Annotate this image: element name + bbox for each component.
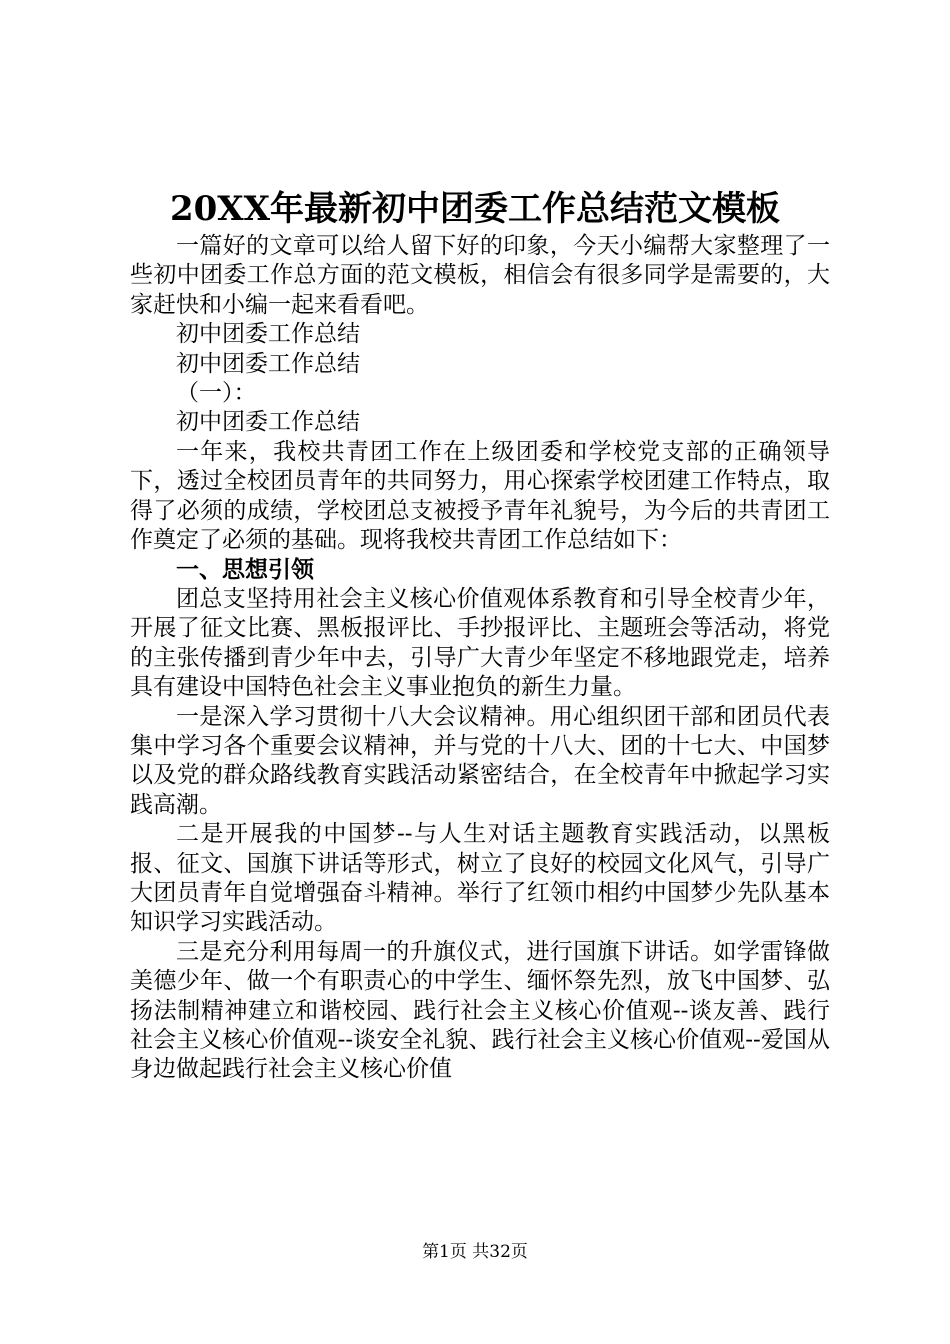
section-heading: 一、思想引领 [176,556,314,584]
body-paragraph: 一年来，我校共青团工作在上级团委和学校党支部的正确领导下，透过全校团员青年的共同努力，用心探索学校团建工作特点，取得了必须的成绩，学校团总支被授予青年礼貌号，为今后的共青团工作奠定了必须的基础。现将我校共青团工作总结如下： [130,438,830,554]
intro-paragraph: 一篇好的文章可以给人留下好的印象，今天小编帮大家整理了一些初中团委工作总方面的范文模板，相信会有很多同学是需要的，大家赶快和小编一起来看看吧。 [130,233,830,318]
body-paragraph: 三是充分利用每周一的升旗仪式，进行国旗下讲话。如学雷锋做美德少年、做一个有职责心的中学生、缅怀祭先烈，放飞中国梦、弘扬法制精神建立和谐校园、践行社会主义核心价值观--谈友善、践行社会主义核心价值观--谈安全礼貌、践行社会主义核心价值观--爱国从身边做起践行社会主义核心价值 [130,938,830,1083]
section-label: 初中团委工作总结 [176,350,360,377]
document-body [130,232,830,1085]
body-paragraph: 二是开展我的中国梦--与人生对话主题教育实践活动，以黑板报、征文、国旗下讲话等形式，树立了良好的校园文化风气，引导广大团员青年自觉增强奋斗精神。举行了红领巾相约中国梦少先队基本知识学习实践活动。 [130,821,830,936]
document-title: 20XX年最新初中团委工作总结范文模板 [169,189,781,229]
part-number: （一）： [176,380,257,407]
page-footer: 第1页 共32页 [422,1242,528,1262]
section-label: 初中团委工作总结 [176,409,360,436]
body-paragraph: 一是深入学习贯彻十八大会议精神。用心组织团干部和团员代表集中学习各个重要会议精神，并与党的十八大、团的十七大、中国梦以及党的群众路线教育实践活动紧密结合，在全校青年中掀起学习实践高潮。 [130,703,830,818]
body-paragraph: 团总支坚持用社会主义核心价值观体系教育和引导全校青少年，开展了征文比赛、黑板报评比、手抄报评比、主题班会等活动，将党的主张传播到青少年中去，引导广大青少年坚定不移地跟党走，培养具有建设中国特色社会主义事业抱负的新生力量。 [130,585,830,701]
section-label: 初中团委工作总结 [176,321,360,348]
